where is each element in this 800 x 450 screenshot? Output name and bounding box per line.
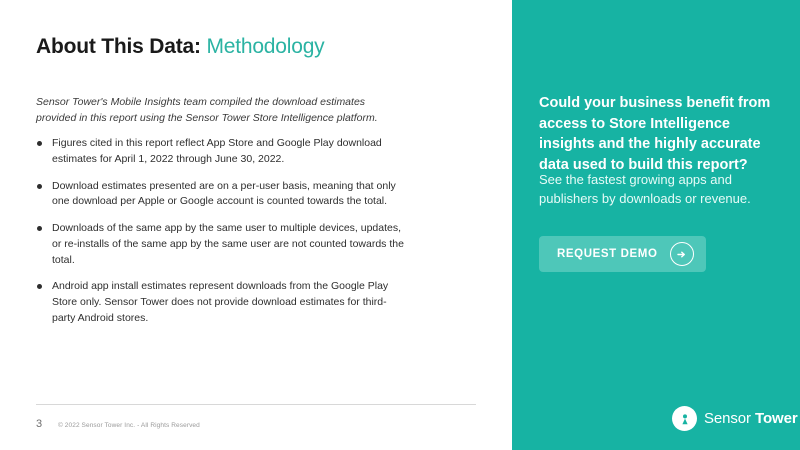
copyright-notice: © 2022 Sensor Tower Inc. - All Rights Reserved xyxy=(58,422,200,429)
bullet-dot-icon xyxy=(37,184,42,189)
intro-paragraph: Sensor Tower's Mobile Insights team compiled the download estimates provided in this report using the Sensor Tower Store Intelligence platform. xyxy=(36,96,378,125)
list-item-text: Android app install estimates represent downloads from the Google Play Store only. Sensor Tower does not provide download estimates for third-party Android stores. xyxy=(52,280,389,324)
request-demo-button[interactable] xyxy=(539,236,706,272)
cta-subtext: See the fastest growing apps and publishers by downloads or revenue. xyxy=(539,172,751,206)
list-item xyxy=(36,179,404,211)
request-demo-label: REQUEST DEMO xyxy=(557,248,658,260)
cta-heading: Could your business benefit from access to Store Intelligence insights and the highly accurate data used to build this report? xyxy=(539,95,771,173)
logo-text-light: Sensor xyxy=(704,410,755,427)
sensor-tower-logo-text xyxy=(704,410,798,427)
list-item xyxy=(36,136,404,168)
bullet-dot-icon xyxy=(37,284,42,289)
page-number: 3 xyxy=(36,418,43,430)
cta-panel xyxy=(512,0,800,450)
footer-divider xyxy=(36,404,476,405)
sensor-tower-logo-icon xyxy=(672,406,697,431)
bullet-dot-icon xyxy=(37,226,42,231)
page-title-accent: Methodology xyxy=(206,35,325,58)
list-item-text: Downloads of the same app by the same user to multiple devices, updates, or re-installs of the same app by the same user are not counted towards the total. xyxy=(52,222,404,266)
list-item-text: Download estimates presented are on a per-user basis, meaning that only one download per Apple or Google account is counted towards the total. xyxy=(52,179,396,208)
list-item-text: Figures cited in this report reflect App Store and Google Play download estimates for April 1, 2022 through June 30, 2022. xyxy=(52,137,382,165)
list-item xyxy=(36,221,404,268)
list-item xyxy=(36,279,404,326)
page-title xyxy=(36,35,325,59)
logo-text-bold: Tower xyxy=(755,410,798,427)
sensor-tower-logo xyxy=(672,406,798,431)
methodology-bullet-list xyxy=(36,136,404,338)
arrow-right-icon xyxy=(670,242,694,266)
bullet-dot-icon xyxy=(37,141,42,146)
page-title-main: About This Data: xyxy=(36,35,201,58)
